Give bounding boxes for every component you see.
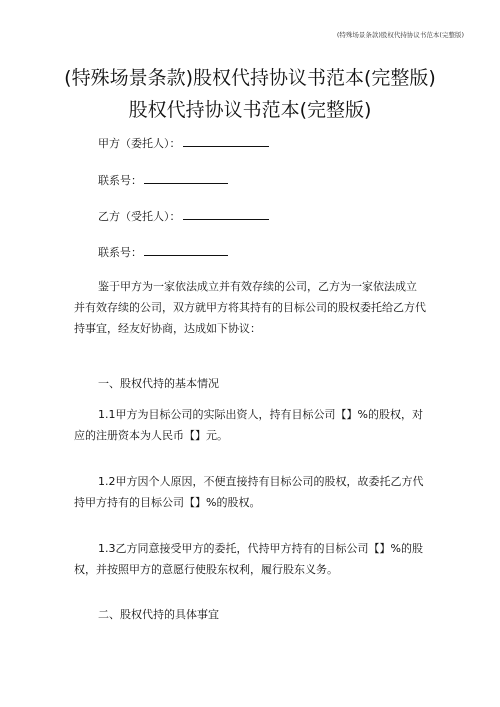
party-a-field xyxy=(98,135,269,151)
running-header: (特殊场景条款)股权代持协议书范本(完整版) xyxy=(336,31,464,39)
party-b-label: 乙方（受托人）： xyxy=(98,210,181,223)
clause-1-2: 1.2甲方因个人原因，不便直接持有目标公司的股权，故委托乙方代持甲方持有的目标公司【】%的股权。 xyxy=(74,475,424,509)
contact-field-1 xyxy=(98,172,228,188)
intro-paragraph: 鉴于甲方为一家依法成立并有效存续的公司，乙方为一家依法成立并有效存续的公司，双方就甲方将其持有的目标公司的股权委托给乙方代持事宜，经友好协商，达成如下协议： xyxy=(74,280,426,335)
section-2-heading: 二、股权代持的具体事宜 xyxy=(98,608,219,621)
contact-label-2: 联系号： xyxy=(98,246,142,259)
party-a-blank xyxy=(183,135,269,147)
clause-1-3: 1.3乙方同意接受甲方的委托，代持甲方持有的目标公司【】%的股权，并按照甲方的意愿行使股东权利，履行股东义务。 xyxy=(74,542,423,576)
section-1-heading: 一、股权代持的基本情况 xyxy=(98,377,219,390)
party-a-label: 甲方（委托人）： xyxy=(98,137,181,150)
contact-field-2 xyxy=(98,244,228,260)
contact-blank-2 xyxy=(144,244,228,256)
contact-blank-1 xyxy=(144,172,228,184)
document-subtitle: 股权代持协议书范本(完整版) xyxy=(128,99,372,121)
clause-1-1: 1.1甲方为目标公司的实际出资人，持有目标公司【】%的股权，对应的注册资本为人民币【】元。 xyxy=(74,408,423,442)
party-b-blank xyxy=(183,208,269,220)
document-title: (特殊场景条款)股权代持协议书范本(完整版) xyxy=(64,67,436,89)
party-b-field xyxy=(98,208,269,224)
contact-label-1: 联系号： xyxy=(98,174,142,187)
